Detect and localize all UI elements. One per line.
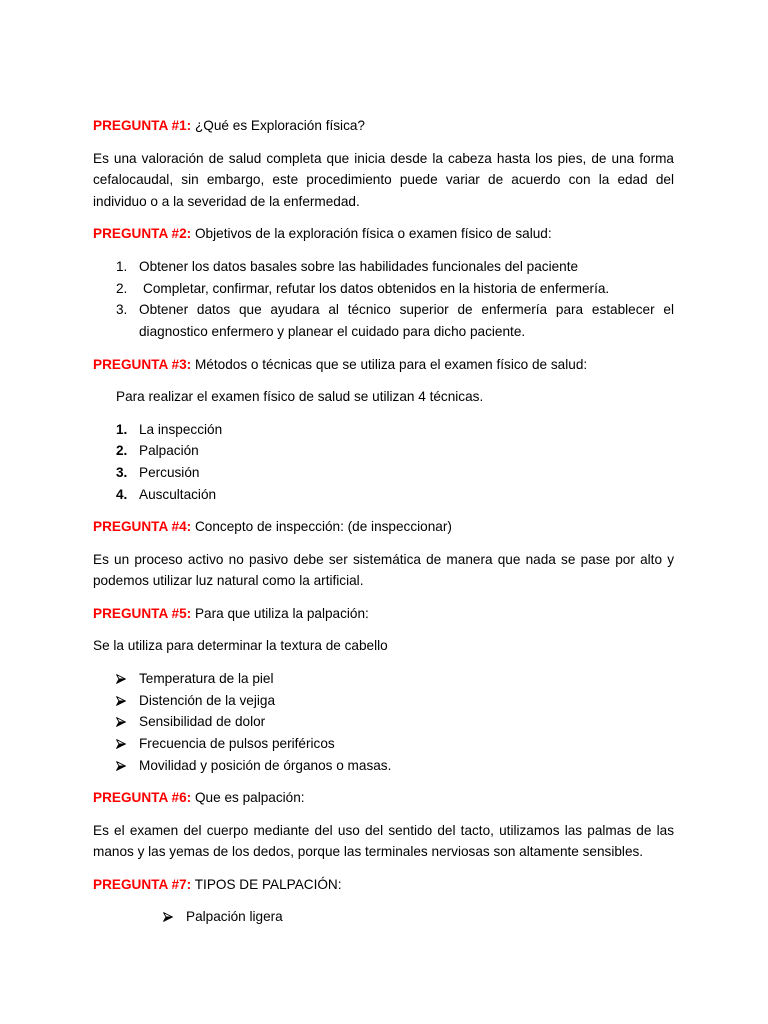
question-3-heading bbox=[93, 354, 674, 376]
list-item-text: Completar, confirmar, refutar los datos obtenidos en la historia de enfermería. bbox=[143, 280, 610, 296]
answer-line: Es un proceso activo no pasivo debe ser sistemática de manera que nada se pase por alto y bbox=[93, 551, 674, 567]
list-item bbox=[93, 484, 674, 506]
list-number: 2. bbox=[116, 443, 128, 459]
question-label: PREGUNTA #4: bbox=[93, 519, 192, 535]
question-3-intro: Para realizar el examen físico de salud se utilizan 4 técnicas. bbox=[116, 389, 484, 405]
list-item bbox=[93, 668, 674, 690]
answer-line: individuo o a la severidad de la enfermedad. bbox=[93, 193, 360, 209]
list-number: 4. bbox=[116, 486, 128, 502]
palpation-types-list bbox=[93, 906, 674, 928]
question-1-heading bbox=[93, 115, 674, 137]
list-item bbox=[93, 906, 674, 928]
list-item-text: Auscultación bbox=[139, 486, 217, 502]
list-item-text: Obtener los datos basales sobre las habilidades funcionales del paciente bbox=[139, 258, 579, 274]
list-item-text: Frecuencia de pulsos periféricos bbox=[139, 735, 335, 751]
answer-line: podemos utilizar luz natural como la artificial. bbox=[93, 573, 364, 589]
answer-line: Es el examen del cuerpo mediante del uso del sentido del tacto, utilizamos las palmas de las bbox=[93, 822, 674, 838]
question-2-heading bbox=[93, 223, 674, 245]
answer-line: manos y las yemas de los dedos, porque las terminales nerviosas son altamente sensibles. bbox=[93, 844, 644, 860]
list-item bbox=[93, 733, 674, 755]
question-title: Métodos o técnicas que se utiliza para el examen físico de salud: bbox=[194, 356, 588, 372]
question-label: PREGUNTA #6: bbox=[93, 790, 192, 806]
palpation-uses-list bbox=[93, 668, 674, 777]
list-item bbox=[93, 419, 674, 441]
list-item bbox=[93, 711, 674, 733]
question-label: PREGUNTA #1: bbox=[93, 118, 192, 133]
arrow-bullet-icon bbox=[116, 674, 126, 684]
list-item-text: Obtener datos que ayudara al técnico superior de enfermería para establecer el bbox=[139, 302, 674, 318]
answer-line: Es una valoración de salud completa que inicia desde la cabeza hasta los pies, de una forma bbox=[93, 150, 674, 166]
question-label: PREGUNTA #5: bbox=[93, 605, 192, 621]
list-item bbox=[93, 256, 674, 278]
list-number: 3. bbox=[116, 464, 128, 480]
list-item bbox=[93, 299, 674, 342]
document-body bbox=[93, 115, 674, 939]
list-item-text: diagnostico enfermero y planear el cuidado para dicho paciente. bbox=[139, 324, 526, 340]
question-6-heading bbox=[93, 787, 674, 809]
question-5-intro: Se la utiliza para determinar la textura de cabello bbox=[93, 638, 388, 654]
question-4-heading bbox=[93, 516, 674, 538]
objectives-list bbox=[93, 256, 674, 343]
list-item-text: Palpación bbox=[139, 443, 199, 459]
question-title: ¿Qué es Exploración física? bbox=[194, 118, 365, 133]
list-item bbox=[93, 690, 674, 712]
list-item-text: Palpación ligera bbox=[186, 909, 283, 925]
arrow-bullet-icon bbox=[163, 912, 173, 922]
list-item-text: Percusión bbox=[139, 464, 200, 480]
arrow-bullet-icon bbox=[116, 696, 126, 706]
arrow-bullet-icon bbox=[116, 739, 126, 749]
list-item-text: Movilidad y posición de órganos o masas. bbox=[139, 757, 392, 773]
list-number: 1. bbox=[116, 421, 128, 437]
list-item-text: Temperatura de la piel bbox=[139, 670, 274, 686]
list-number: 3. bbox=[116, 302, 128, 318]
question-4-answer bbox=[93, 549, 674, 592]
question-6-answer bbox=[93, 820, 674, 863]
list-item bbox=[93, 440, 674, 462]
question-title: Concepto de inspección: (de inspeccionar) bbox=[194, 519, 452, 535]
question-label: PREGUNTA #3: bbox=[93, 356, 192, 372]
list-number: 2. bbox=[116, 280, 128, 296]
answer-line: cefalocaudal, sin embargo, este procedimiento puede variar de acuerdo con la edad del bbox=[93, 172, 674, 188]
list-item bbox=[93, 278, 674, 300]
arrow-bullet-icon bbox=[116, 761, 126, 771]
question-7-heading bbox=[93, 874, 674, 896]
question-label: PREGUNTA #7: bbox=[93, 876, 192, 892]
techniques-list bbox=[93, 419, 674, 506]
question-label: PREGUNTA #2: bbox=[93, 226, 192, 242]
question-title: Que es palpación: bbox=[194, 790, 305, 806]
question-title: Para que utiliza la palpación: bbox=[194, 605, 369, 621]
arrow-bullet-icon bbox=[116, 717, 126, 727]
question-title: TIPOS DE PALPACIÓN: bbox=[194, 876, 342, 892]
list-number: 1. bbox=[116, 258, 128, 274]
list-item bbox=[93, 755, 674, 777]
list-item-text: La inspección bbox=[139, 421, 223, 437]
list-item-text: Distención de la vejiga bbox=[139, 692, 276, 708]
question-title: Objetivos de la exploración física o examen físico de salud: bbox=[194, 226, 552, 242]
list-item-text: Sensibilidad de dolor bbox=[139, 714, 266, 730]
list-item bbox=[93, 462, 674, 484]
question-1-answer bbox=[93, 148, 674, 213]
question-5-heading bbox=[93, 603, 674, 625]
